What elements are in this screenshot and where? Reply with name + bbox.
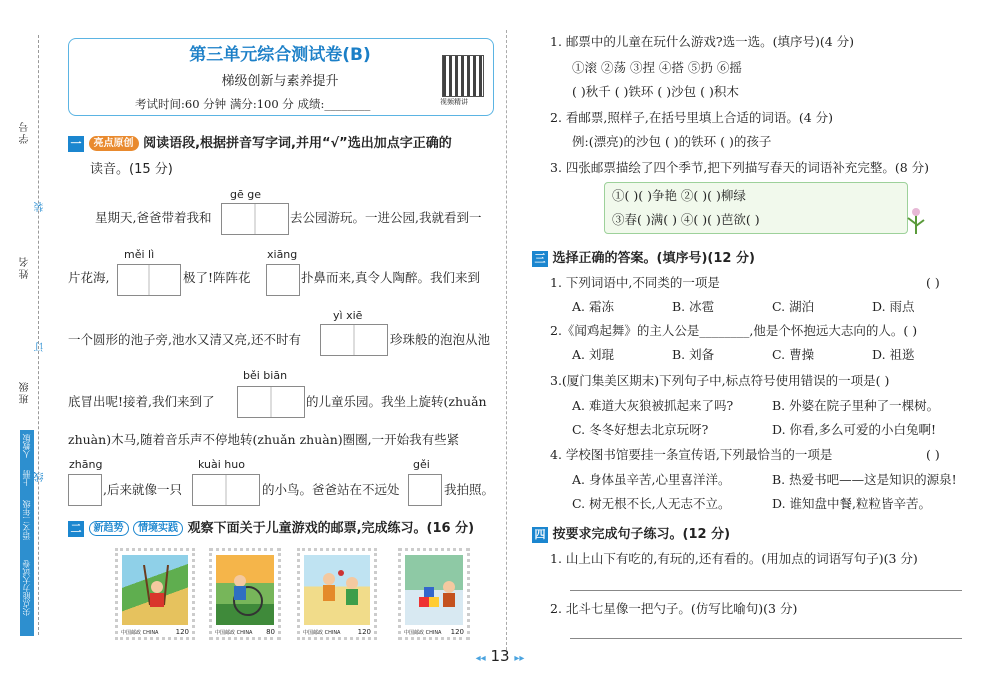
qr-label: 视频精讲: [440, 98, 468, 106]
c2-opt-b[interactable]: B. 刘备: [672, 347, 715, 362]
passage-line-2a: 片花海,: [68, 270, 110, 285]
pinyin-yixie: yì xiē: [333, 309, 363, 322]
answer-box[interactable]: [68, 474, 102, 506]
children-blocks-icon: [413, 567, 461, 619]
passage-line-6a: ,后来就像一只: [103, 482, 182, 497]
plant-icon: [904, 206, 928, 234]
ding-mark: 订: [35, 340, 46, 352]
passage-line-2c: 扑鼻而来,真令人陶醉。我们来到: [301, 270, 480, 285]
pinyin-gei: gěi: [413, 458, 430, 471]
q1-options: ①滚 ②荡 ③捏 ④搭 ⑤扔 ⑥摇: [572, 60, 742, 75]
q1-answers[interactable]: ( )秋千 ( )铁环 ( )沙包 ( )积木: [572, 84, 739, 99]
page-number: 13: [490, 647, 510, 665]
d1-answer-line[interactable]: [570, 590, 962, 591]
c3-opt-a[interactable]: A. 难道大灰狼被抓起来了吗?: [572, 398, 734, 413]
next-arrow-icon: ▸▸: [514, 653, 525, 664]
c4-prompt: 4. 学校图书馆要挂一条宣传语,下列最恰当的一项是: [550, 447, 833, 462]
exam-subtitle: 梯级创新与素养提升: [221, 74, 339, 89]
c2-prompt: 2.《闻鸡起舞》的主人公是________,他是个怀抱远大志向的人。( ): [550, 323, 918, 338]
c3-opt-c[interactable]: C. 冬冬好想去北京玩呀?: [572, 422, 709, 437]
section-1-heading-cont: 读音。(15 分): [90, 162, 173, 177]
q1-prompt: 1. 邮票中的儿童在玩什么游戏?选一选。(填序号)(4 分): [550, 34, 855, 49]
c1-opt-a[interactable]: A. 霜冻: [572, 299, 614, 314]
c1-opt-b[interactable]: B. 冰雹: [672, 299, 715, 314]
c3-opt-b[interactable]: B. 外婆在院子里种了一棵树。: [772, 398, 940, 413]
binding-margin: [0, 0, 52, 687]
trend-tag: 新趋势: [89, 521, 129, 536]
stamp-4: 中国邮政 CHINA 120: [398, 548, 470, 640]
passage-line-4a: 底冒出呢!接着,我们来到了: [68, 394, 215, 409]
passage-line-2b: 极了!阵阵花: [183, 270, 251, 285]
exam-title: 第三单元综合测试卷(B): [189, 45, 371, 65]
practice-tag: 情境实践: [133, 521, 183, 536]
c3-opt-d[interactable]: D. 你看,多么可爱的小白兔啊!: [772, 422, 937, 437]
q3-row-1[interactable]: ①( )( )争艳 ②( )( )柳绿: [612, 188, 746, 203]
d2-prompt: 2. 北斗七星像一把勺子。(仿写比喻句)(3 分): [550, 601, 798, 616]
answer-box[interactable]: [192, 474, 260, 506]
section-4-heading: 四 按要求完成句子练习。(12 分): [532, 523, 730, 543]
answer-box[interactable]: [237, 386, 305, 418]
c4-paren[interactable]: ( ): [926, 447, 940, 462]
answer-box[interactable]: [221, 203, 289, 235]
page-footer: [0, 647, 1000, 665]
pinyin-kuaihuo: kuài huo: [198, 458, 245, 471]
pinyin-meili: měi lì: [124, 248, 155, 261]
pinyin-zhang: zhāng: [69, 458, 103, 471]
answer-box[interactable]: [117, 264, 181, 296]
c4-opt-c[interactable]: C. 树无根不长,人无志不立。: [572, 496, 731, 511]
c3-prompt: 3.(厦门集美区期末)下列句子中,标点符号使用错误的一项是( ): [550, 373, 890, 388]
section-3-heading: 三 选择正确的答案。(填序号)(12 分): [532, 247, 755, 267]
c4-opt-a[interactable]: A. 身体虽辛苦,心里喜洋洋。: [572, 472, 731, 487]
stamp-1: 中国邮政 CHINA 120: [115, 548, 195, 640]
answer-box[interactable]: [408, 474, 442, 506]
passage-line-1b: 去公园游玩。一进公园,我就看到一: [290, 210, 482, 225]
name-label: 姓名: [20, 255, 31, 279]
children-swing-icon: [136, 565, 178, 620]
passage-line-3a: 一个圆形的池子旁,池水又清又亮,还不时有: [68, 332, 301, 347]
c1-opt-d[interactable]: D. 雨点: [872, 299, 915, 314]
c2-opt-c[interactable]: C. 曹操: [772, 347, 815, 362]
section-1-heading: 一 亮点原创 阅读语段,根据拼音写字词,并用“√”选出加点字正确的: [68, 132, 452, 152]
pinyin-gege: gē ge: [230, 188, 261, 201]
book-spine: 尖点能力大试卷 语文二年级 上册 人教版: [20, 430, 34, 636]
passage-line-3b: 珍珠般的泡泡从池: [390, 332, 491, 347]
c4-opt-b[interactable]: B. 热爱书吧——这是知识的源泉!: [772, 472, 957, 487]
c1-prompt: 1. 下列词语中,不同类的一项是: [550, 275, 720, 290]
passage-line-1a: 星期天,爸爸带着我和: [95, 210, 212, 225]
passage-line-6b: 的小鸟。爸爸站在不远处: [262, 482, 400, 497]
q3-row-2[interactable]: ③春( )满( ) ④( )( )芭欲( ): [612, 212, 760, 227]
passage-line-5: zhuàn)木马,随着音乐声不停地转(zhuǎn zhuàn)圈圈,一开始我有些紧: [68, 432, 460, 447]
student-number-label: 学号: [20, 120, 31, 144]
exam-info: 考试时间:60 分钟 满分:100 分 成绩:________: [135, 97, 371, 111]
d2-answer-line[interactable]: [570, 638, 962, 639]
answer-box[interactable]: [320, 324, 388, 356]
d1-prompt: 1. 山上山下有吃的,有玩的,还有看的。(用加点的词语写句子)(3 分): [550, 551, 918, 566]
section-number: 一: [68, 136, 84, 152]
c1-opt-c[interactable]: C. 湖泊: [772, 299, 815, 314]
stamp-3: 中国邮政 CHINA 120: [297, 548, 377, 640]
xian-mark: 线: [35, 470, 46, 482]
c4-opt-d[interactable]: D. 谁知盘中餐,粒粒皆辛苦。: [772, 496, 931, 511]
q2-prompt: 2. 看邮票,照样子,在括号里填上合适的词语。(4 分): [550, 110, 834, 125]
stamp-2: 中国邮政 CHINA 80: [209, 548, 281, 640]
c2-opt-a[interactable]: A. 刘琨: [572, 347, 614, 362]
zhuang-mark: 装: [35, 200, 46, 212]
children-hoop-icon: [226, 567, 270, 619]
pinyin-xiang: xiāng: [267, 248, 298, 261]
c2-opt-d[interactable]: D. 祖逖: [872, 347, 915, 362]
section-tag: 亮点原创: [89, 136, 139, 151]
q3-prompt: 3. 四张邮票描绘了四个季节,把下列描写春天的词语补充完整。(8 分): [550, 160, 930, 175]
class-label: 班级: [20, 380, 31, 404]
pinyin-beibian: běi biān: [243, 369, 288, 382]
c1-paren[interactable]: ( ): [926, 275, 940, 290]
answer-box[interactable]: [266, 264, 300, 296]
cut-line: [38, 35, 39, 635]
column-divider: [506, 30, 507, 650]
prev-arrow-icon: ◂◂: [475, 653, 486, 664]
qr-code-icon[interactable]: [442, 55, 484, 97]
passage-line-4b: 的儿童乐园。我坐上旋转(zhuǎn: [306, 394, 487, 409]
section-2-heading: 二 新趋势 情境实践 观察下面关于儿童游戏的邮票,完成练习。(16 分): [68, 517, 474, 537]
q2-example[interactable]: 例:(漂亮)的沙包 ( )的铁环 ( )的孩子: [572, 134, 772, 149]
passage-line-6c: 我拍照。: [444, 482, 495, 497]
children-sandbag-icon: [314, 565, 366, 619]
